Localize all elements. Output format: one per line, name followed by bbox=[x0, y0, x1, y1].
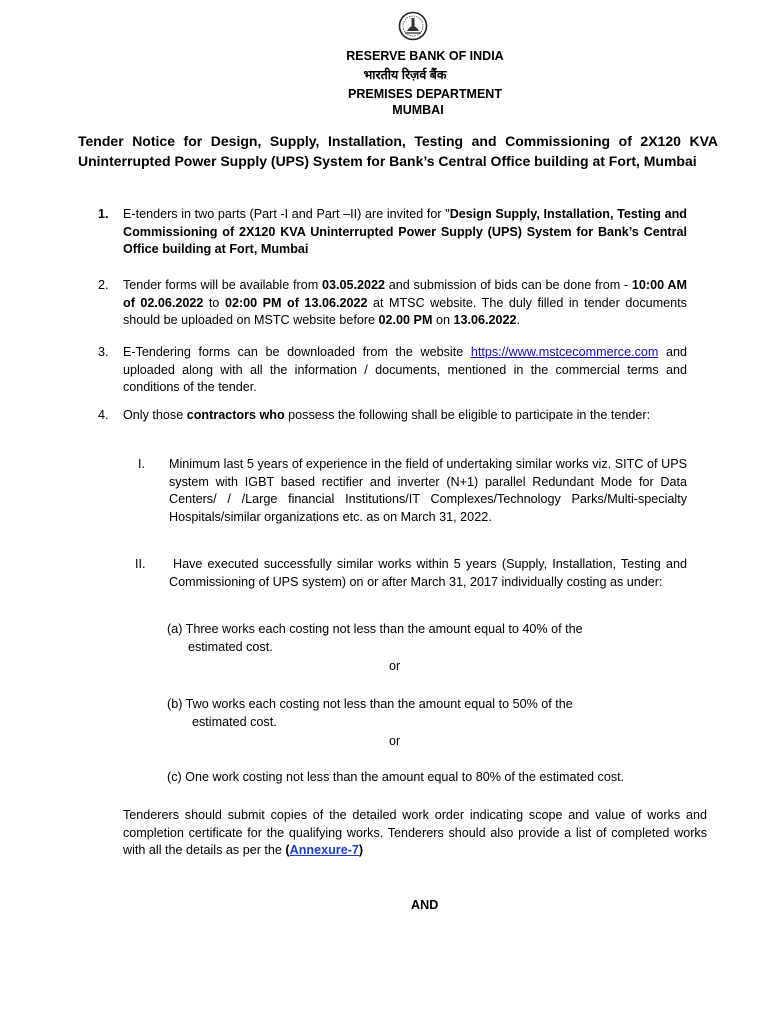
item-1-text: E-tenders in two parts (Part -I and Part –II) are invited for "Design Supply, Installation, Testing and Commissioning of 2X120 KVA Uninterrupted Power Supply (UPS) System for Bank’s Central Office building at Fort, Mumbai bbox=[123, 207, 687, 256]
and-label: AND bbox=[411, 898, 439, 912]
header-department: PREMISES DEPARTMENT bbox=[348, 87, 502, 101]
item-2-text: Tender forms will be available from 03.05.2022 and submission of bids can be done from - 10:00 AM of 02.06.2022 to 02:00 PM of 13.06.2022 at MTSC website. The duly filled in tender documents should be uploaded on MSTC website before 02.00 PM on 13.06.2022. bbox=[123, 278, 687, 327]
item-3-number: 3. bbox=[98, 345, 109, 359]
rbi-emblem bbox=[398, 11, 428, 45]
annexure-7-link[interactable]: Annexure-7 bbox=[289, 843, 359, 857]
option-a-line2: estimated cost. bbox=[188, 640, 273, 654]
tender-title: Tender Notice for Design, Supply, Installation, Testing and Commissioning of 2X120 KVA Uninterrupted Power Supply (UPS) System for Bank’s Central Office building at Fort, Mumbai bbox=[78, 133, 718, 169]
criterion-1-text: Minimum last 5 years of experience in the field of undertaking similar works viz. SITC of UPS system with IGBT based rectifier and inverter (N+1) parallel Redundant Mode for Data Centers/ / /Large financial Institutions/IT Complexes/Technology Parks/Multi-specialty Hospitals/similar organizations etc. as on March 31, 2022. bbox=[169, 457, 687, 524]
header-org-hi: भारतीय रिज़र्व बैंक bbox=[363, 68, 447, 82]
header-org-en: RESERVE BANK OF INDIA bbox=[346, 49, 504, 63]
item-2-number: 2. bbox=[98, 278, 109, 292]
option-c-line: (c) One work costing not less than the amount equal to 80% of the estimated cost. bbox=[167, 770, 625, 784]
header-city: MUMBAI bbox=[392, 103, 444, 117]
mstc-website-link[interactable]: https://www.mstcecommerce.com bbox=[470, 345, 659, 359]
criterion-2-number: II. bbox=[135, 557, 146, 571]
criterion-2-text: Have executed successfully similar works within 5 years (Supply, Installation, Testing and Commissioning of UPS system) on or after March 31, 2017 individually costing as under: bbox=[169, 557, 687, 589]
criterion-1-number: I. bbox=[138, 457, 145, 471]
option-b-line1: (b) Two works each costing not less than the amount equal to 50% of the bbox=[167, 697, 573, 711]
item-4-text: Only those contractors who possess the following shall be eligible to participate in the tender: bbox=[123, 408, 651, 422]
closing-paragraph: Tenderers should submit copies of the detailed work order indicating scope and value of works and completion certificate for the qualifying works. Tenderers should also provide a list of completed works with all the details as per the (Annexure-7) bbox=[123, 808, 707, 857]
item-3-text: E-Tendering forms can be downloaded from the website https://www.mstcecommerce.com and uploaded along with all the information / documents, mentioned in the commercial terms and conditions of the tender. bbox=[123, 345, 688, 394]
item-4-number: 4. bbox=[98, 408, 109, 422]
option-b-line2: estimated cost. bbox=[192, 715, 277, 729]
or-separator-2: or bbox=[389, 734, 401, 748]
or-separator-1: or bbox=[389, 659, 401, 673]
option-a-line1: (a) Three works each costing not less than the amount equal to 40% of the bbox=[167, 622, 583, 636]
item-1-number: 1. bbox=[98, 207, 109, 221]
